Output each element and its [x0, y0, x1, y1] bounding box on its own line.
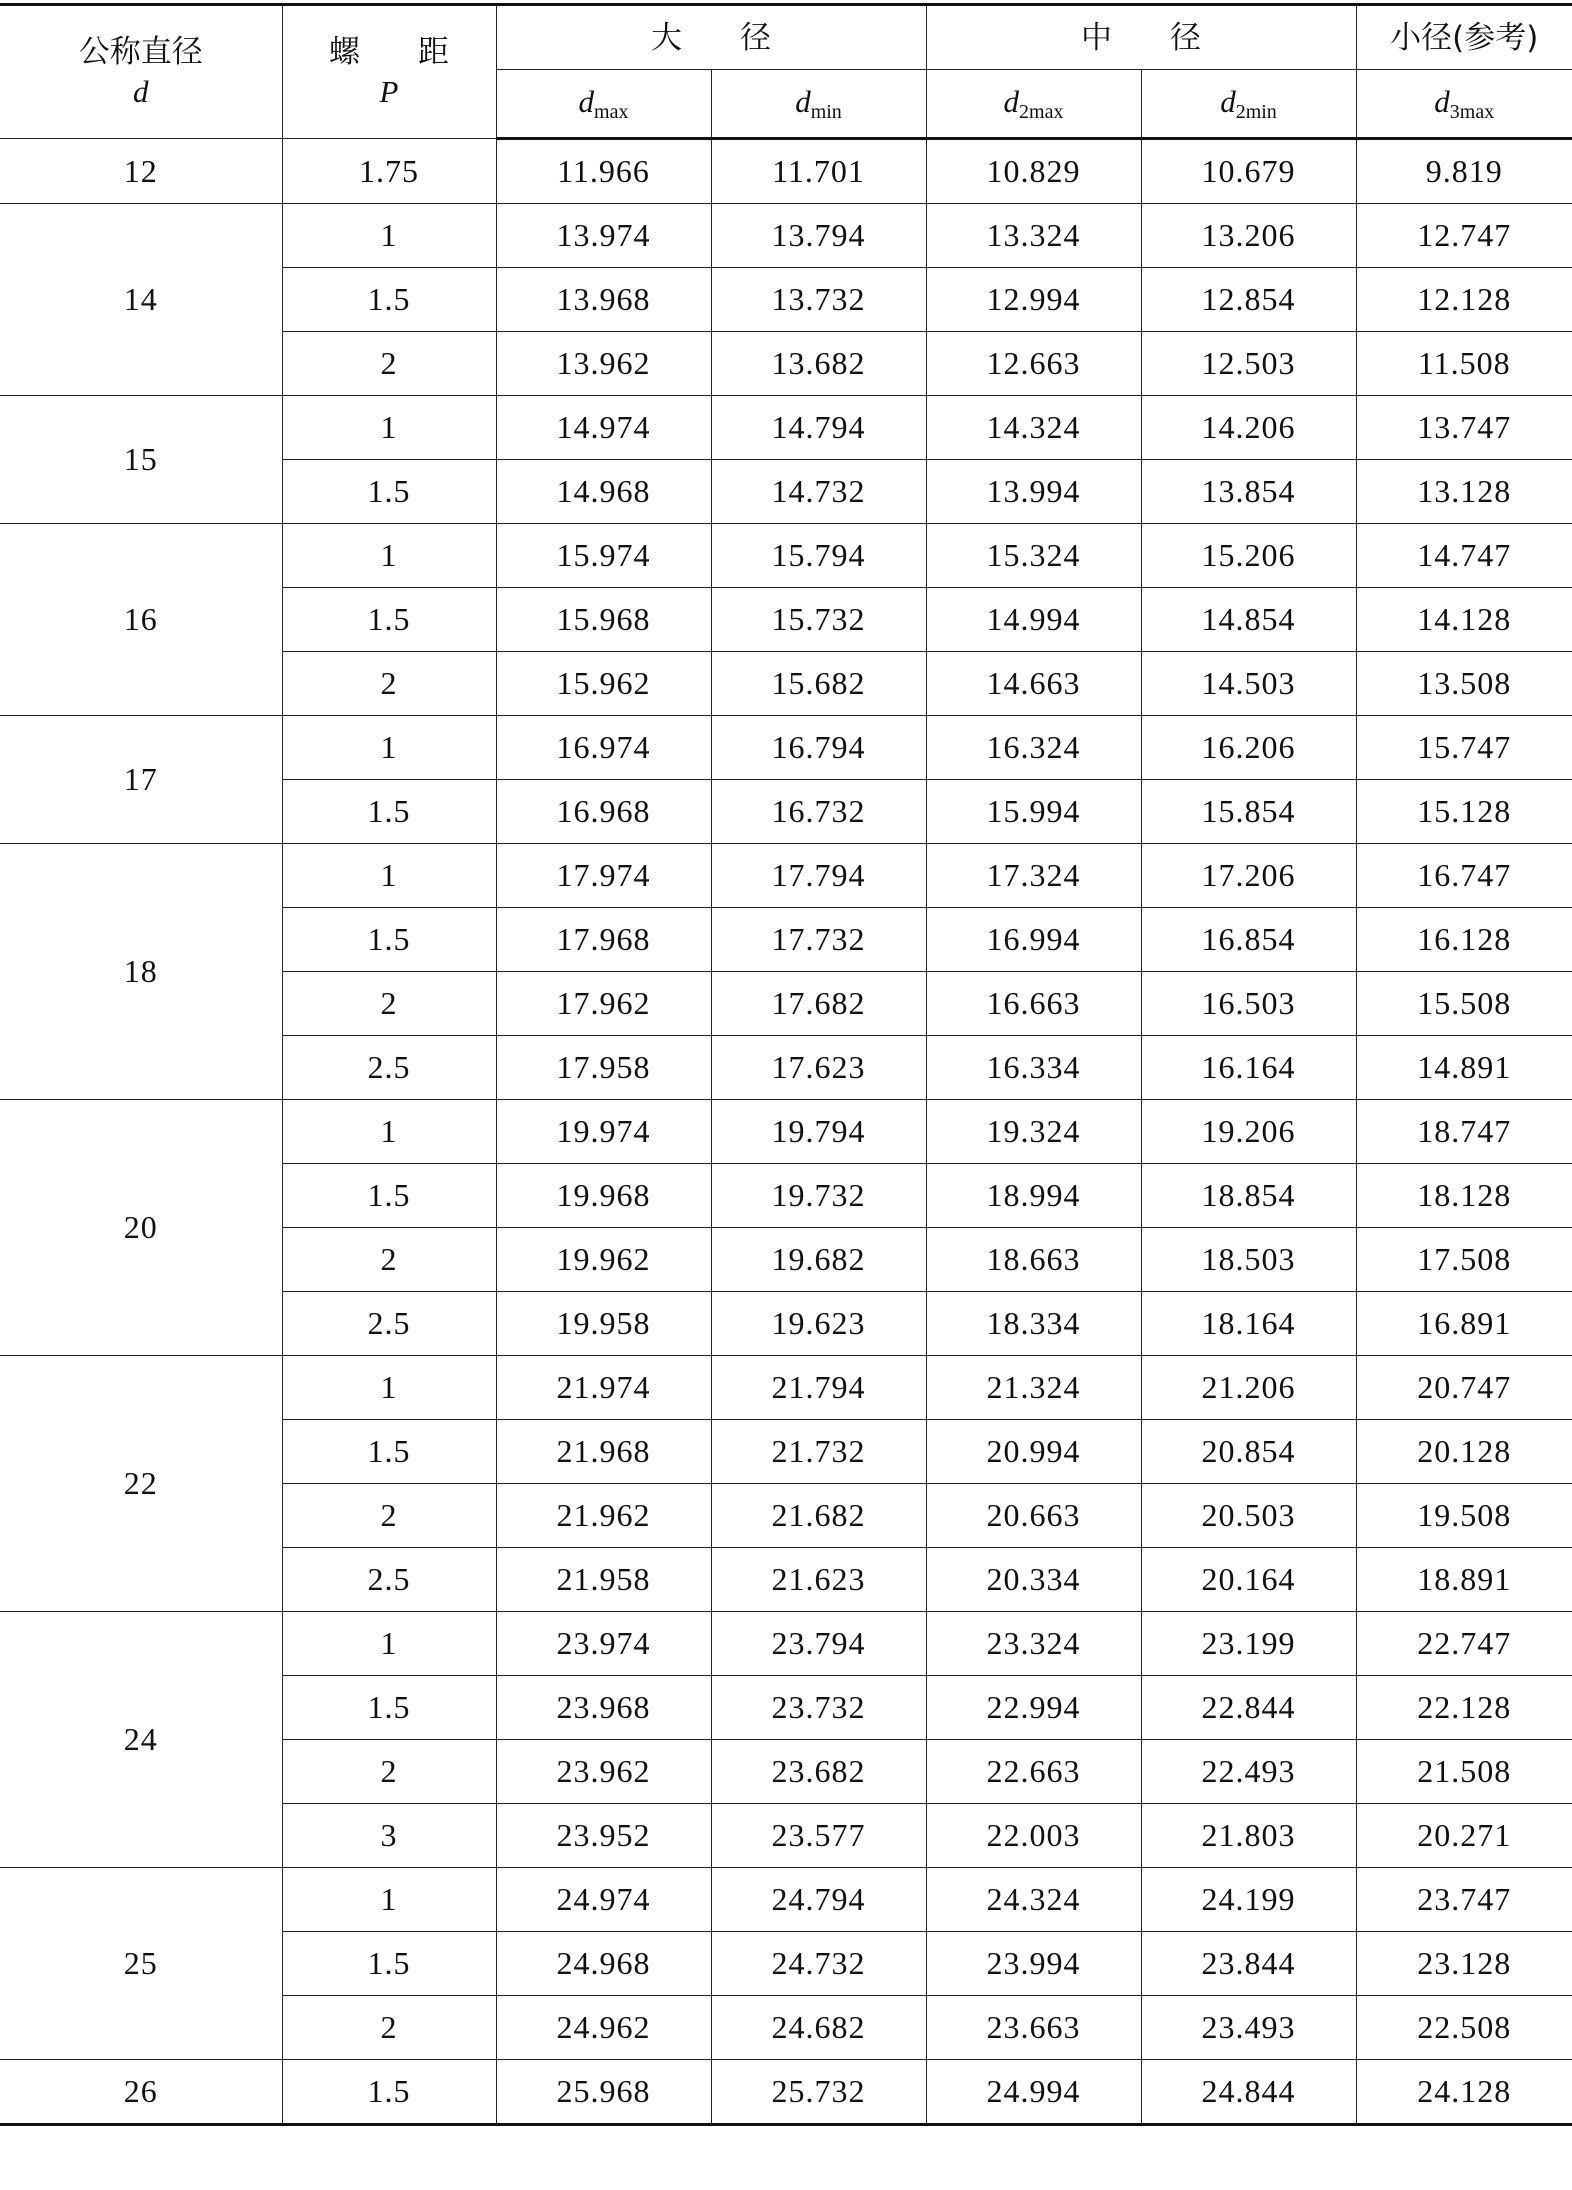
nominal-diameter-cell: 22 — [0, 1356, 282, 1612]
dmax-cell: 24.974 — [496, 1868, 711, 1932]
d3max-cell: 15.747 — [1356, 716, 1572, 780]
dmin-cell: 23.577 — [711, 1804, 926, 1868]
pitch-cell: 2 — [282, 332, 496, 396]
d2min-cell: 13.206 — [1141, 204, 1356, 268]
d3max-subscript: 3max — [1449, 100, 1495, 123]
d2min-cell: 15.206 — [1141, 524, 1356, 588]
d3max-cell: 18.128 — [1356, 1164, 1572, 1228]
d2min-cell: 15.854 — [1141, 780, 1356, 844]
dmin-cell: 24.794 — [711, 1868, 926, 1932]
dmin-cell: 19.623 — [711, 1292, 926, 1356]
dmin-cell: 16.794 — [711, 716, 926, 780]
d3max-cell: 23.747 — [1356, 1868, 1572, 1932]
d2min-cell: 23.199 — [1141, 1612, 1356, 1676]
d2min-cell: 14.503 — [1141, 652, 1356, 716]
d2min-cell: 22.844 — [1141, 1676, 1356, 1740]
d2min-cell: 21.206 — [1141, 1356, 1356, 1420]
d3max-cell: 16.747 — [1356, 844, 1572, 908]
d2max-symbol: d — [1003, 83, 1020, 119]
d3max-cell: 22.508 — [1356, 1996, 1572, 2060]
dmax-cell: 23.974 — [496, 1612, 711, 1676]
d2max-cell: 16.324 — [926, 716, 1141, 780]
d2max-cell: 20.994 — [926, 1420, 1141, 1484]
dmax-cell: 19.968 — [496, 1164, 711, 1228]
d3max-cell: 15.508 — [1356, 972, 1572, 1036]
d2max-cell: 16.994 — [926, 908, 1141, 972]
d3max-cell: 22.128 — [1356, 1676, 1572, 1740]
nominal-diameter-cell: 26 — [0, 2060, 282, 2125]
dmax-cell: 17.958 — [496, 1036, 711, 1100]
nominal-diameter-cell: 16 — [0, 524, 282, 716]
d2min-cell: 17.206 — [1141, 844, 1356, 908]
d2min-cell: 16.503 — [1141, 972, 1356, 1036]
dmin-cell: 24.732 — [711, 1932, 926, 1996]
dmax-cell: 24.962 — [496, 1996, 711, 2060]
d2max-cell: 13.994 — [926, 460, 1141, 524]
pitch-cell: 2.5 — [282, 1548, 496, 1612]
pitch-cell: 1 — [282, 844, 496, 908]
table-row — [0, 1868, 1572, 1932]
d3max-cell: 21.508 — [1356, 1740, 1572, 1804]
d3max-cell: 15.128 — [1356, 780, 1572, 844]
major-diameter-header — [496, 5, 926, 70]
d2max-cell: 19.324 — [926, 1100, 1141, 1164]
dmax-cell: 13.974 — [496, 204, 711, 268]
pitch-cell: 1 — [282, 716, 496, 780]
d3max-cell: 13.747 — [1356, 396, 1572, 460]
dmax-cell: 21.962 — [496, 1484, 711, 1548]
d3max-cell: 20.747 — [1356, 1356, 1572, 1420]
d2min-cell: 12.854 — [1141, 268, 1356, 332]
d3max-cell: 16.891 — [1356, 1292, 1572, 1356]
d3max-cell: 9.819 — [1356, 139, 1572, 204]
dmax-cell: 23.952 — [496, 1804, 711, 1868]
table-row — [0, 139, 1572, 204]
pitch-cell: 2 — [282, 1484, 496, 1548]
dmax-cell: 21.968 — [496, 1420, 711, 1484]
d3max-cell: 12.128 — [1356, 268, 1572, 332]
d2max-cell: 13.324 — [926, 204, 1141, 268]
dmax-cell: 23.962 — [496, 1740, 711, 1804]
table-header — [0, 5, 1572, 139]
dmax-symbol: d — [578, 83, 595, 119]
thread-limits-table — [0, 3, 1572, 2126]
d2max-cell: 23.324 — [926, 1612, 1141, 1676]
pitch-diameter-header — [926, 5, 1356, 70]
pitch-cell: 1.5 — [282, 1164, 496, 1228]
table-row — [0, 1612, 1572, 1676]
d2max-cell: 23.663 — [926, 1996, 1141, 2060]
dmax-cell: 15.974 — [496, 524, 711, 588]
dmin-cell: 19.682 — [711, 1228, 926, 1292]
nominal-diameter-symbol: d — [133, 74, 149, 109]
pitch-symbol: P — [379, 74, 399, 109]
d3max-cell: 22.747 — [1356, 1612, 1572, 1676]
dmax-cell: 23.968 — [496, 1676, 711, 1740]
d3max-cell: 13.508 — [1356, 652, 1572, 716]
dmin-cell: 15.732 — [711, 588, 926, 652]
dmin-cell: 21.794 — [711, 1356, 926, 1420]
dmin-symbol: d — [795, 83, 811, 119]
d2max-cell: 12.663 — [926, 332, 1141, 396]
dmin-cell: 17.794 — [711, 844, 926, 908]
d3max-cell: 11.508 — [1356, 332, 1572, 396]
pitch-cell: 2 — [282, 972, 496, 1036]
dmax-cell: 11.966 — [496, 139, 711, 204]
d2min-cell: 14.854 — [1141, 588, 1356, 652]
pitch-cell: 2 — [282, 1996, 496, 2060]
table-row — [0, 1356, 1572, 1420]
dmax-header — [496, 70, 711, 139]
dmin-cell: 17.623 — [711, 1036, 926, 1100]
nominal-diameter-header — [0, 5, 282, 139]
d2max-cell: 23.994 — [926, 1932, 1141, 1996]
dmax-cell: 19.962 — [496, 1228, 711, 1292]
d3max-cell: 24.128 — [1356, 2060, 1572, 2125]
d2max-cell: 17.324 — [926, 844, 1141, 908]
d2max-cell: 22.003 — [926, 1804, 1141, 1868]
dmin-cell: 13.732 — [711, 268, 926, 332]
dmax-cell: 21.958 — [496, 1548, 711, 1612]
dmax-cell: 25.968 — [496, 2060, 711, 2125]
table-row — [0, 396, 1572, 460]
d2max-cell: 14.994 — [926, 588, 1141, 652]
table-row — [0, 1100, 1572, 1164]
d2max-cell: 15.994 — [926, 780, 1141, 844]
nominal-diameter-cell: 18 — [0, 844, 282, 1100]
pitch-cell: 3 — [282, 1804, 496, 1868]
d2min-cell: 24.199 — [1141, 1868, 1356, 1932]
d2min-cell: 10.679 — [1141, 139, 1356, 204]
pitch-cell: 1.5 — [282, 1676, 496, 1740]
dmin-cell: 24.682 — [711, 1996, 926, 2060]
pitch-cell: 1 — [282, 1100, 496, 1164]
table-row — [0, 204, 1572, 268]
pitch-cell: 2.5 — [282, 1036, 496, 1100]
d2min-cell: 23.493 — [1141, 1996, 1356, 2060]
minor-diameter-label: 小径(参考) — [1390, 19, 1539, 56]
d3max-cell: 17.508 — [1356, 1228, 1572, 1292]
d2min-symbol: d — [1220, 83, 1236, 119]
d3max-cell: 18.747 — [1356, 1100, 1572, 1164]
dmin-cell: 21.682 — [711, 1484, 926, 1548]
pitch-cell: 1.5 — [282, 780, 496, 844]
pitch-cell: 1 — [282, 1868, 496, 1932]
dmax-subscript: max — [594, 100, 629, 123]
dmax-cell: 24.968 — [496, 1932, 711, 1996]
d2max-cell: 18.994 — [926, 1164, 1141, 1228]
dmin-cell: 14.732 — [711, 460, 926, 524]
d2max-cell: 14.663 — [926, 652, 1141, 716]
dmax-cell: 17.974 — [496, 844, 711, 908]
pitch-cell: 1.75 — [282, 139, 496, 204]
dmin-cell: 15.794 — [711, 524, 926, 588]
d2min-cell: 20.164 — [1141, 1548, 1356, 1612]
d2min-cell: 20.854 — [1141, 1420, 1356, 1484]
d3max-cell: 18.891 — [1356, 1548, 1572, 1612]
dmax-cell: 15.968 — [496, 588, 711, 652]
d3max-cell: 20.271 — [1356, 1804, 1572, 1868]
d3max-cell: 13.128 — [1356, 460, 1572, 524]
dmin-header — [711, 70, 926, 139]
nominal-diameter-cell: 25 — [0, 1868, 282, 2060]
d2max-cell: 21.324 — [926, 1356, 1141, 1420]
d2min-cell: 23.844 — [1141, 1932, 1356, 1996]
d2max-cell: 15.324 — [926, 524, 1141, 588]
d3max-cell: 23.128 — [1356, 1932, 1572, 1996]
dmax-cell: 13.968 — [496, 268, 711, 332]
dmin-cell: 13.794 — [711, 204, 926, 268]
d2max-cell: 18.334 — [926, 1292, 1141, 1356]
dmin-cell: 21.623 — [711, 1548, 926, 1612]
pitch-cell: 1.5 — [282, 1932, 496, 1996]
dmin-cell: 25.732 — [711, 2060, 926, 2125]
d2min-cell: 16.854 — [1141, 908, 1356, 972]
dmin-cell: 11.701 — [711, 139, 926, 204]
pitch-cell: 1 — [282, 524, 496, 588]
dmin-cell: 13.682 — [711, 332, 926, 396]
d3max-cell: 12.747 — [1356, 204, 1572, 268]
d2min-cell: 20.503 — [1141, 1484, 1356, 1548]
d3max-header — [1356, 70, 1572, 139]
d2max-cell: 22.994 — [926, 1676, 1141, 1740]
dmin-cell: 19.732 — [711, 1164, 926, 1228]
pitch-cell: 1.5 — [282, 2060, 496, 2125]
dmax-cell: 13.962 — [496, 332, 711, 396]
nominal-diameter-cell: 24 — [0, 1612, 282, 1868]
d2max-cell: 14.324 — [926, 396, 1141, 460]
pitch-label: 螺距 — [329, 34, 507, 70]
nominal-diameter-label: 公称直径 — [78, 34, 203, 70]
d2max-cell: 22.663 — [926, 1740, 1141, 1804]
pitch-cell: 1.5 — [282, 268, 496, 332]
minor-diameter-header — [1356, 5, 1572, 70]
d3max-cell: 14.891 — [1356, 1036, 1572, 1100]
d2min-cell: 18.503 — [1141, 1228, 1356, 1292]
dmax-cell: 21.974 — [496, 1356, 711, 1420]
pitch-cell: 1 — [282, 204, 496, 268]
d2min-header — [1141, 70, 1356, 139]
pitch-cell: 1.5 — [282, 908, 496, 972]
pitch-cell: 1 — [282, 396, 496, 460]
dmin-cell: 16.732 — [711, 780, 926, 844]
pitch-cell: 2.5 — [282, 1292, 496, 1356]
pitch-cell: 2 — [282, 652, 496, 716]
d2min-cell: 16.206 — [1141, 716, 1356, 780]
d3max-cell: 19.508 — [1356, 1484, 1572, 1548]
pitch-cell: 1 — [282, 1356, 496, 1420]
pitch-cell: 1.5 — [282, 1420, 496, 1484]
d2min-cell: 16.164 — [1141, 1036, 1356, 1100]
dmin-cell: 17.682 — [711, 972, 926, 1036]
d3max-symbol: d — [1434, 83, 1450, 119]
d2max-cell: 18.663 — [926, 1228, 1141, 1292]
dmax-cell: 16.968 — [496, 780, 711, 844]
d2max-header — [926, 70, 1141, 139]
dmin-cell: 23.794 — [711, 1612, 926, 1676]
nominal-diameter-cell: 20 — [0, 1100, 282, 1356]
table-row — [0, 2060, 1572, 2125]
dmax-cell: 16.974 — [496, 716, 711, 780]
table-body — [0, 139, 1572, 2125]
d2min-cell: 18.164 — [1141, 1292, 1356, 1356]
d2min-cell: 12.503 — [1141, 332, 1356, 396]
dmax-cell: 17.968 — [496, 908, 711, 972]
d3max-cell: 14.747 — [1356, 524, 1572, 588]
d2min-cell: 24.844 — [1141, 2060, 1356, 2125]
d2max-cell: 12.994 — [926, 268, 1141, 332]
major-diameter-label: 大径 — [651, 19, 829, 56]
dmax-cell: 19.958 — [496, 1292, 711, 1356]
table-row — [0, 524, 1572, 588]
nominal-diameter-cell: 12 — [0, 139, 282, 204]
pitch-diameter-label: 中径 — [1081, 19, 1259, 56]
dmin-cell: 14.794 — [711, 396, 926, 460]
dmin-cell: 23.682 — [711, 1740, 926, 1804]
nominal-diameter-cell: 15 — [0, 396, 282, 524]
pitch-header — [282, 5, 507, 139]
pitch-cell: 1.5 — [282, 460, 496, 524]
d2max-cell: 20.663 — [926, 1484, 1141, 1548]
pitch-cell: 1.5 — [282, 588, 496, 652]
nominal-diameter-cell: 17 — [0, 716, 282, 844]
dmin-cell: 23.732 — [711, 1676, 926, 1740]
d2min-cell: 13.854 — [1141, 460, 1356, 524]
d2min-cell: 19.206 — [1141, 1100, 1356, 1164]
dmin-cell: 19.794 — [711, 1100, 926, 1164]
pitch-cell: 2 — [282, 1228, 496, 1292]
d2min-cell: 18.854 — [1141, 1164, 1356, 1228]
d2min-cell: 14.206 — [1141, 396, 1356, 460]
d3max-cell: 20.128 — [1356, 1420, 1572, 1484]
nominal-diameter-cell: 14 — [0, 204, 282, 396]
dmax-cell: 19.974 — [496, 1100, 711, 1164]
d2max-cell: 20.334 — [926, 1548, 1141, 1612]
dmin-cell: 17.732 — [711, 908, 926, 972]
d3max-cell: 16.128 — [1356, 908, 1572, 972]
d2min-cell: 22.493 — [1141, 1740, 1356, 1804]
dmax-cell: 14.968 — [496, 460, 711, 524]
d2min-cell: 21.803 — [1141, 1804, 1356, 1868]
d2max-cell: 16.334 — [926, 1036, 1141, 1100]
dmax-cell: 15.962 — [496, 652, 711, 716]
d3max-cell: 14.128 — [1356, 588, 1572, 652]
dmin-cell: 15.682 — [711, 652, 926, 716]
dmax-cell: 17.962 — [496, 972, 711, 1036]
dmin-cell: 21.732 — [711, 1420, 926, 1484]
dmin-subscript: min — [810, 100, 842, 123]
table-row — [0, 844, 1572, 908]
d2max-cell: 24.994 — [926, 2060, 1141, 2125]
d2max-cell: 10.829 — [926, 139, 1141, 204]
table-row — [0, 716, 1572, 780]
dmax-cell: 14.974 — [496, 396, 711, 460]
d2max-cell: 24.324 — [926, 1868, 1141, 1932]
d2min-subscript: 2min — [1235, 100, 1277, 123]
pitch-cell: 1 — [282, 1612, 496, 1676]
d2max-subscript: 2max — [1019, 100, 1064, 123]
d2max-cell: 16.663 — [926, 972, 1141, 1036]
pitch-cell: 2 — [282, 1740, 496, 1804]
